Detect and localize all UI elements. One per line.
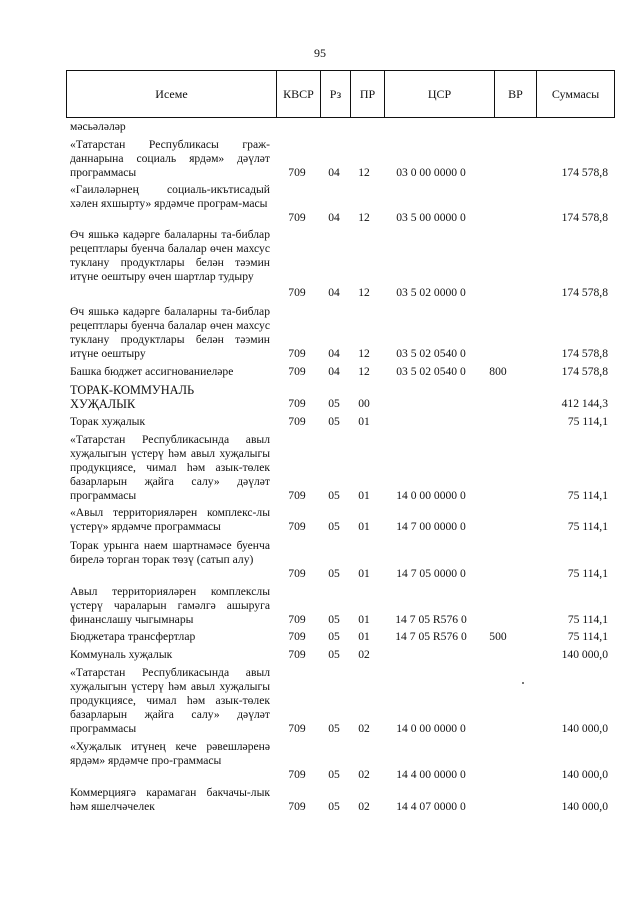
row-kvsr: 709 — [288, 489, 306, 502]
row-csr: 03 5 02 0540 0 — [396, 365, 466, 378]
row-rz: 04 — [328, 211, 340, 224]
row-pr: 01 — [358, 489, 370, 502]
row-pr: 12 — [358, 347, 370, 360]
row-rz: 05 — [328, 800, 340, 813]
row-sum: 174 578,8 — [561, 211, 608, 224]
row-rz: 05 — [328, 520, 340, 533]
row-rz: 04 — [328, 365, 340, 378]
row-rz: 04 — [328, 286, 340, 299]
row-name: Коммуналь хуҗалык — [70, 648, 173, 661]
row-rz: 05 — [328, 648, 340, 661]
row-name: «Гаиләләрнең социаль-икътисадый хәлен яхшырту» ярдәмче програм-масы — [70, 183, 270, 210]
row-kvsr: 709 — [288, 567, 306, 580]
row-kvsr: 709 — [288, 520, 306, 533]
row-rz: 05 — [328, 630, 340, 643]
header-name: Исеме — [67, 71, 277, 117]
row-rz: 05 — [328, 613, 340, 626]
row-vr: 800 — [489, 365, 507, 378]
row-csr: 14 4 07 0000 0 — [396, 800, 466, 813]
row-sum: 75 114,1 — [567, 489, 608, 502]
scan-speck — [522, 682, 524, 684]
row-sum: 75 114,1 — [567, 630, 608, 643]
section-heading: ТОРАК-КОММУНАЛЬ ХУҖАЛЫК — [70, 383, 195, 411]
row-kvsr: 709 — [288, 648, 306, 661]
row-sum: 75 114,1 — [567, 567, 608, 580]
row-sum: 174 578,8 — [561, 365, 608, 378]
row-pr: 01 — [358, 613, 370, 626]
row-name: «Хуҗалык итүнең кече рәвешләренә ярдәм» ярдәмче про-граммасы — [70, 740, 270, 767]
row-kvsr: 709 — [288, 365, 306, 378]
row-name: Торак хуҗалык — [70, 415, 146, 428]
row-kvsr: 709 — [288, 286, 306, 299]
row-name: Өч яшькә кадәрге балаларны та-библар рецептлары буенча балалар өчен махсус туклану продуктлары белән тәэмин итүне оештыру — [70, 305, 270, 360]
row-sum: 174 578,8 — [561, 347, 608, 360]
row-pr: 00 — [358, 397, 370, 410]
row-sum: 174 578,8 — [561, 166, 608, 179]
row-pr: 02 — [358, 648, 370, 661]
row-sum: 140 000,0 — [561, 648, 608, 661]
row-name: Өч яшькә кадәрге балаларны та-библар рецептлары буенча балалар өчен махсус туклану продуктлары белән тәэмин итүне оештыру өчен шартлар тудыру — [70, 228, 270, 283]
row-sum: 75 114,1 — [567, 520, 608, 533]
row-csr: 03 0 00 0000 0 — [396, 166, 466, 179]
row-rz: 05 — [328, 415, 340, 428]
row-kvsr: 709 — [288, 166, 306, 179]
row-pr: 01 — [358, 630, 370, 643]
header-kvsr: КВСР — [277, 71, 321, 117]
row-rz: 04 — [328, 166, 340, 179]
header-pr: ПР — [351, 71, 385, 117]
row-rz: 05 — [328, 567, 340, 580]
row-csr: 14 0 00 0000 0 — [396, 722, 466, 735]
row-sum: 140 000,0 — [561, 722, 608, 735]
page-number: 95 — [314, 46, 326, 60]
row-csr: 14 7 05 R576 0 — [395, 630, 467, 643]
row-kvsr: 709 — [288, 211, 306, 224]
header-vr: ВР — [495, 71, 537, 117]
row-rz: 05 — [328, 768, 340, 781]
row-pr: 12 — [358, 286, 370, 299]
row-csr: 14 7 00 0000 0 — [396, 520, 466, 533]
row-pr: 02 — [358, 722, 370, 735]
row-kvsr: 709 — [288, 722, 306, 735]
header-csr: ЦСР — [385, 71, 495, 117]
row-sum: 140 000,0 — [561, 768, 608, 781]
header-sum: Суммасы — [551, 87, 600, 101]
row-pr: 12 — [358, 365, 370, 378]
row-rz: 05 — [328, 722, 340, 735]
row-pr: 12 — [358, 211, 370, 224]
row-pr: 12 — [358, 166, 370, 179]
row-csr: 14 4 00 0000 0 — [396, 768, 466, 781]
row-pr: 01 — [358, 520, 370, 533]
row-name: Башка бюджет ассигнованиеләре — [70, 365, 234, 378]
row-rz: 05 — [328, 489, 340, 502]
row-pr: 01 — [358, 415, 370, 428]
table-header — [66, 70, 615, 118]
row-csr: 03 5 02 0000 0 — [396, 286, 466, 299]
row-kvsr: 709 — [288, 397, 306, 410]
row-csr: 03 5 00 0000 0 — [396, 211, 466, 224]
row-csr: 14 0 00 0000 0 — [396, 489, 466, 502]
row-csr: 03 5 02 0540 0 — [396, 347, 466, 360]
row-sum: 75 114,1 — [567, 415, 608, 428]
row-kvsr: 709 — [288, 347, 306, 360]
row-name: «Авыл территорияләрен комплекс-лы үстерү» ярдәмче программасы — [70, 506, 270, 533]
row-kvsr: 709 — [288, 800, 306, 813]
row-name: «Татарстан Республикасында авыл хуҗалыгын үстерү һәм авыл хуҗалыгы продукциясе, чимал һәм азык-төлек базарларын җайга салу» дәүләт программасы — [70, 666, 270, 735]
header-rz: Рз — [321, 71, 351, 117]
row-csr: 14 7 05 R576 0 — [395, 613, 467, 626]
row-kvsr: 709 — [288, 613, 306, 626]
row-name: «Татарстан Республикасы граж-даннарына социаль ярдәм» дәүләт программасы — [70, 138, 270, 179]
row-kvsr: 709 — [288, 415, 306, 428]
row-name: Торак урынга наем шартнамәсе буенча бирелә торган торак төзү (сатып алу) — [70, 539, 270, 566]
row-kvsr: 709 — [288, 630, 306, 643]
row-name: мәсьәләләр — [70, 120, 126, 133]
row-sum: 412 144,3 — [561, 397, 608, 410]
row-kvsr: 709 — [288, 768, 306, 781]
row-pr: 02 — [358, 800, 370, 813]
row-name: Бюджетара трансфертлар — [70, 630, 196, 643]
row-rz: 04 — [328, 347, 340, 360]
row-sum: 75 114,1 — [567, 613, 608, 626]
row-pr: 02 — [358, 768, 370, 781]
row-rz: 05 — [328, 397, 340, 410]
row-name: Авыл территорияләрен комплекслы үстерү чараларын гамәлгә ашыруга финанслашу чыгымнары — [70, 585, 270, 626]
row-pr: 01 — [358, 567, 370, 580]
row-csr: 14 7 05 0000 0 — [396, 567, 466, 580]
row-sum: 174 578,8 — [561, 286, 608, 299]
row-name: Коммерциягә карамаган бакчачы-лык һәм яшелчәчелек — [70, 786, 270, 813]
row-name: «Татарстан Республикасында авыл хуҗалыгын үстерү һәм авыл хуҗалыгы продукциясе, чимал һәм азык-төлек базарларын җайга салу» дәүләт программасы — [70, 433, 270, 502]
row-vr: 500 — [489, 630, 507, 643]
row-sum: 140 000,0 — [561, 800, 608, 813]
